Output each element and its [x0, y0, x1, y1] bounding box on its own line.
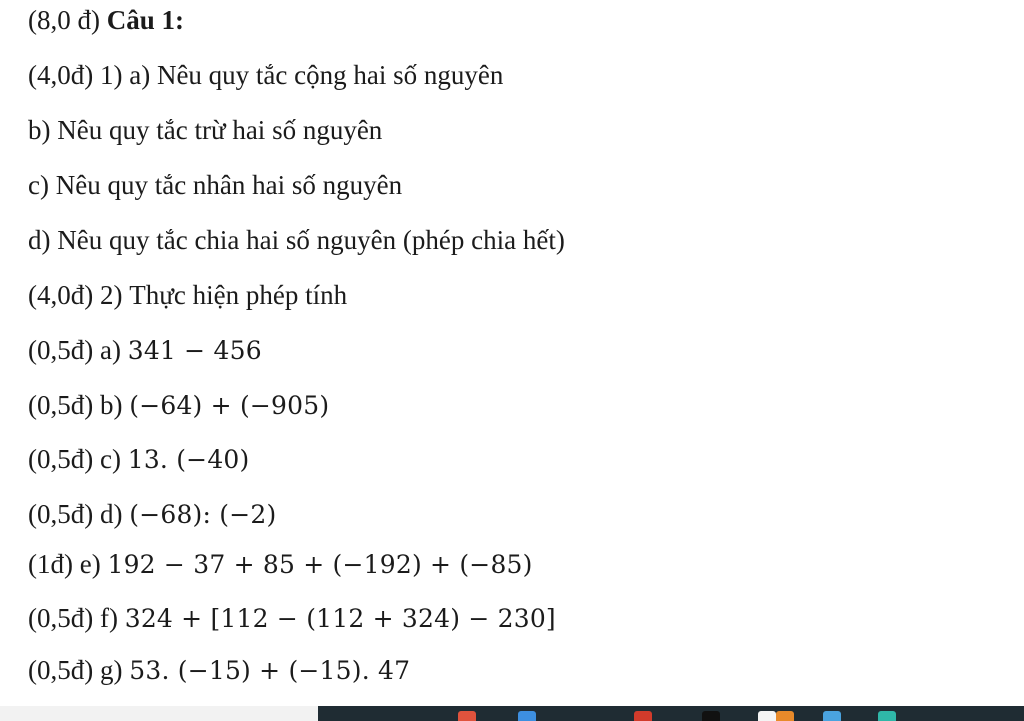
line-prefix: (0,5đ) g): [28, 655, 130, 685]
question-header: [28, 4, 184, 36]
exercise-line: [28, 602, 556, 635]
line-prefix: (0,5đ) a): [28, 335, 128, 365]
question-line: [28, 114, 382, 146]
line-prefix: b): [28, 115, 58, 145]
app-orange-icon[interactable]: [776, 711, 794, 721]
exercise-line: [28, 389, 329, 422]
exercise-line: [28, 334, 262, 367]
math-expression: 53. (−15) + (−15). 47: [129, 656, 411, 685]
line-text: Nêu quy tắc cộng hai số nguyên: [156, 60, 504, 90]
app-red-icon[interactable]: [634, 711, 652, 721]
line-prefix: (4,0đ) 1) a): [28, 60, 157, 90]
app-blue-icon[interactable]: [823, 711, 841, 721]
line-prefix: d): [28, 225, 58, 255]
exercise-line: [28, 548, 533, 581]
math-expression: 341 − 456: [127, 336, 262, 365]
taskbar[interactable]: [318, 706, 1024, 721]
question-line: [28, 59, 503, 91]
line-text: Nêu quy tắc nhân hai số nguyên: [55, 170, 403, 200]
page-edge: [0, 706, 318, 721]
header-title: Câu 1:: [106, 5, 184, 35]
line-text: Nêu quy tắc chia hai số nguyên (phép chia hết): [57, 225, 565, 255]
exercise-line: [28, 498, 276, 531]
line-prefix: (0,5đ) d): [28, 499, 130, 529]
bottom-strip: [0, 706, 1024, 721]
line-prefix: (4,0đ) 2): [28, 280, 130, 310]
question-line: [28, 169, 402, 201]
line-prefix: (1đ) e): [28, 549, 108, 579]
math-expression: 324 + [112 − (112 + 324) − 230]: [124, 604, 556, 633]
math-expression: 13. (−40): [127, 445, 250, 474]
header-points: (8,0 đ): [28, 5, 100, 35]
math-expression: (−64) + (−905): [129, 391, 330, 420]
line-text: Thực hiện phép tính: [129, 280, 348, 310]
line-prefix: (0,5đ) c): [28, 444, 128, 474]
exercise-line: [28, 654, 410, 687]
exercise-line: [28, 443, 250, 476]
math-expression: (−68): (−2): [129, 500, 277, 529]
app-white-icon[interactable]: [758, 711, 776, 721]
line-prefix: (0,5đ) b): [28, 390, 130, 420]
line-prefix: (0,5đ) f): [28, 603, 125, 633]
line-prefix: c): [28, 170, 56, 200]
app-dark-icon[interactable]: [702, 711, 720, 721]
math-expression: 192 − 37 + 85 + (−192) + (−85): [107, 550, 533, 579]
app-teal-icon[interactable]: [878, 711, 896, 721]
question-line: [28, 224, 565, 256]
browser-icon[interactable]: [458, 711, 476, 721]
question-line: [28, 279, 347, 311]
folder-icon[interactable]: [518, 711, 536, 721]
line-text: Nêu quy tắc trừ hai số nguyên: [57, 115, 383, 145]
